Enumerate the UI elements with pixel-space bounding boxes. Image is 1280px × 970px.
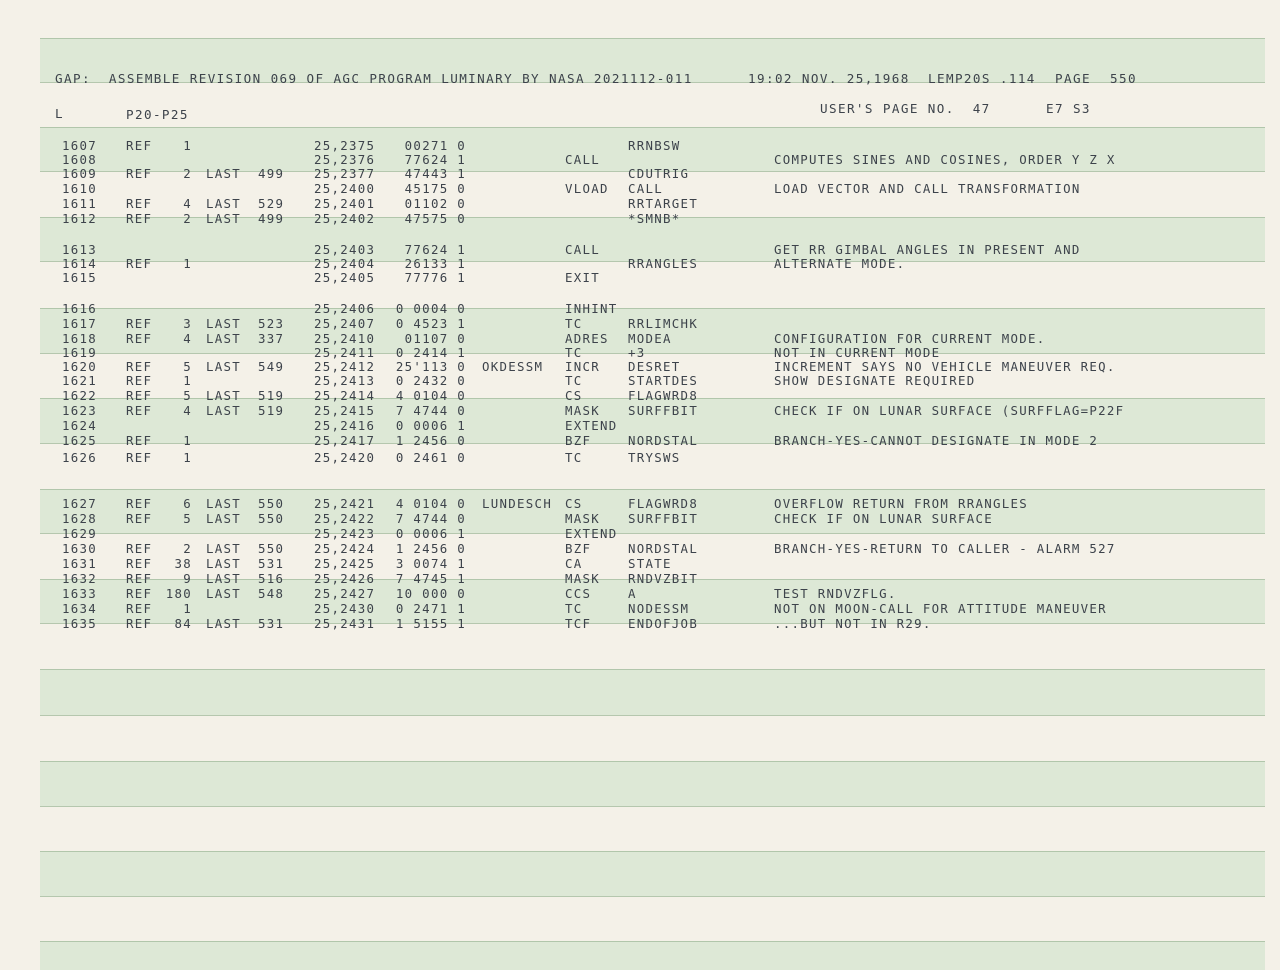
section-name: P20-P25 [126, 107, 189, 122]
cell-comment: NOT ON MOON-CALL FOR ATTITUDE MANEUVER [774, 601, 1107, 616]
cell-word: 0 2414 1 [395, 345, 466, 360]
cell-last: LAST [206, 196, 242, 211]
cell-op: CALL [565, 152, 601, 167]
cell-comment: LOAD VECTOR AND CALL TRANSFORMATION [774, 181, 1081, 196]
cell-addr: 25,2420 [314, 450, 376, 465]
cell-op: TC [565, 601, 583, 616]
cell-line: 1620 [62, 359, 98, 374]
cell-operand: +3 [628, 345, 646, 360]
cell-addr: 25,2411 [314, 345, 376, 360]
cell-comment: BRANCH-YES-CANNOT DESIGNATE IN MODE 2 [774, 433, 1099, 448]
cell-addr: 25,2427 [314, 586, 376, 601]
cell-line: 1633 [62, 586, 98, 601]
cell-addr: 25,2412 [314, 359, 376, 374]
cell-ref: REF [126, 601, 153, 616]
cell-ref: REF [126, 211, 153, 226]
cell-addr: 25,2405 [314, 270, 376, 285]
cell-refn: 4 [183, 196, 192, 211]
cell-word: 7 4744 0 [395, 403, 466, 418]
cell-word: 0 2432 0 [395, 373, 466, 388]
cell-op: TC [565, 450, 583, 465]
cell-word: 26133 1 [404, 256, 466, 271]
cell-addr: 25,2425 [314, 556, 376, 571]
cell-word: 77624 1 [404, 242, 466, 257]
cell-refn: 2 [183, 211, 192, 226]
cell-lastn: 531 [258, 556, 285, 571]
cell-ref: REF [126, 196, 153, 211]
cell-label: LUNDESCH [482, 496, 553, 511]
cell-lastn: 529 [258, 196, 285, 211]
header-page-number: 550 [1110, 71, 1137, 86]
cell-line: 1626 [62, 450, 98, 465]
cell-op: VLOAD [565, 181, 609, 196]
cell-refn: 6 [183, 496, 192, 511]
cell-refn: 2 [183, 166, 192, 181]
cell-word: 0 0006 1 [395, 526, 466, 541]
cell-op: CS [565, 496, 583, 511]
cell-addr: 25,2431 [314, 616, 376, 631]
cell-addr: 25,2416 [314, 418, 376, 433]
cell-op: CS [565, 388, 583, 403]
cell-word: 1 2456 0 [395, 541, 466, 556]
cell-word: 00271 0 [404, 138, 466, 153]
cell-line: 1618 [62, 331, 98, 346]
green-band [40, 851, 1265, 896]
cell-ref: REF [126, 541, 153, 556]
cell-operand: RNDVZBIT [628, 571, 699, 586]
cell-op: MASK [565, 403, 601, 418]
cell-lastn: 337 [258, 331, 285, 346]
cell-operand: CALL [628, 181, 664, 196]
cell-word: 0 2461 0 [395, 450, 466, 465]
cell-addr: 25,2414 [314, 388, 376, 403]
cell-op: MASK [565, 571, 601, 586]
cell-line: 1611 [62, 196, 98, 211]
cell-operand: RRANGLES [628, 256, 699, 271]
cell-word: 77624 1 [404, 152, 466, 167]
cell-operand: RRNBSW [628, 138, 681, 153]
cell-addr: 25,2424 [314, 541, 376, 556]
cell-word: 45175 0 [404, 181, 466, 196]
cell-word: 10 000 0 [395, 586, 466, 601]
cell-last: LAST [206, 388, 242, 403]
cell-word: 47443 1 [404, 166, 466, 181]
header-timestamp: 19:02 NOV. 25,1968 [748, 71, 910, 86]
cell-addr: 25,2410 [314, 331, 376, 346]
cell-op: INHINT [565, 301, 618, 316]
cell-refn: 1 [183, 256, 192, 271]
cell-operand: NORDSTAL [628, 433, 699, 448]
cell-line: 1621 [62, 373, 98, 388]
cell-op: MASK [565, 511, 601, 526]
cell-operand: RRLIMCHK [628, 316, 699, 331]
cell-refn: 4 [183, 403, 192, 418]
cell-addr: 25,2375 [314, 138, 376, 153]
cell-last: LAST [206, 496, 242, 511]
cell-ref: REF [126, 433, 153, 448]
cell-operand: MODEA [628, 331, 672, 346]
cell-label: OKDESSM [482, 359, 544, 374]
cell-lastn: 519 [258, 388, 285, 403]
green-band [40, 669, 1265, 715]
cell-operand: ENDOFJOB [628, 616, 699, 631]
cell-lastn: 519 [258, 403, 285, 418]
cell-operand: SURFFBIT [628, 511, 699, 526]
cell-lastn: 499 [258, 211, 285, 226]
cell-line: 1615 [62, 270, 98, 285]
cell-line: 1608 [62, 152, 98, 167]
cell-last: LAST [206, 359, 242, 374]
cell-operand: FLAGWRD8 [628, 388, 699, 403]
cell-op: BZF [565, 433, 592, 448]
cell-line: 1607 [62, 138, 98, 153]
cell-word: 0 0004 0 [395, 301, 466, 316]
cell-lastn: 499 [258, 166, 285, 181]
cell-comment: INCREMENT SAYS NO VEHICLE MANEUVER REQ. [774, 359, 1116, 374]
cell-operand: NORDSTAL [628, 541, 699, 556]
cell-comment: TEST RNDVZFLG. [774, 586, 897, 601]
cell-addr: 25,2430 [314, 601, 376, 616]
cell-op: TCF [565, 616, 592, 631]
cell-line: 1631 [62, 556, 98, 571]
cell-ref: REF [126, 571, 153, 586]
cell-line: 1617 [62, 316, 98, 331]
sheet-code: E7 S3 [1046, 101, 1091, 116]
cell-ref: REF [126, 138, 153, 153]
cell-refn: 1 [183, 433, 192, 448]
cell-operand: CDUTRIG [628, 166, 690, 181]
cell-comment: BRANCH-YES-RETURN TO CALLER - ALARM 527 [774, 541, 1116, 556]
cell-addr: 25,2426 [314, 571, 376, 586]
cell-word: 3 0074 1 [395, 556, 466, 571]
cell-op: TC [565, 373, 583, 388]
cell-ref: REF [126, 166, 153, 181]
cell-line: 1609 [62, 166, 98, 181]
cell-addr: 25,2413 [314, 373, 376, 388]
cell-lastn: 550 [258, 541, 285, 556]
cell-ref: REF [126, 331, 153, 346]
cell-ref: REF [126, 388, 153, 403]
cell-comment: OVERFLOW RETURN FROM RRANGLES [774, 496, 1029, 511]
cell-line: 1613 [62, 242, 98, 257]
cell-op: EXTEND [565, 526, 618, 541]
cell-operand: NODESSM [628, 601, 690, 616]
cell-word: 0 0006 1 [395, 418, 466, 433]
cell-ref: REF [126, 256, 153, 271]
cell-op: TC [565, 345, 583, 360]
cell-addr: 25,2406 [314, 301, 376, 316]
cell-word: 0 4523 1 [395, 316, 466, 331]
cell-word: 77776 1 [404, 270, 466, 285]
cell-addr: 25,2377 [314, 166, 376, 181]
cell-comment: NOT IN CURRENT MODE [774, 345, 941, 360]
cell-line: 1627 [62, 496, 98, 511]
cell-ref: REF [126, 496, 153, 511]
cell-operand: DESRET [628, 359, 681, 374]
cell-refn: 5 [183, 388, 192, 403]
cell-addr: 25,2407 [314, 316, 376, 331]
cell-word: 47575 0 [404, 211, 466, 226]
cell-last: LAST [206, 331, 242, 346]
cell-operand: SURFFBIT [628, 403, 699, 418]
cell-last: LAST [206, 211, 242, 226]
cell-op: CCS [565, 586, 592, 601]
cell-operand: RRTARGET [628, 196, 699, 211]
cell-word: 01107 0 [404, 331, 466, 346]
cell-line: 1628 [62, 511, 98, 526]
cell-lastn: 523 [258, 316, 285, 331]
cell-addr: 25,2376 [314, 152, 376, 167]
cell-line: 1632 [62, 571, 98, 586]
cell-line: 1610 [62, 181, 98, 196]
cell-comment: CHECK IF ON LUNAR SURFACE (SURFFLAG=P22F [774, 403, 1125, 418]
cell-refn: 2 [183, 541, 192, 556]
cell-lastn: 550 [258, 496, 285, 511]
cell-operand: *SMNB* [628, 211, 681, 226]
green-band [40, 761, 1265, 806]
cell-op: ADRES [565, 331, 609, 346]
cell-addr: 25,2417 [314, 433, 376, 448]
cell-ref: REF [126, 359, 153, 374]
cell-operand: A [628, 586, 637, 601]
cell-comment: CONFIGURATION FOR CURRENT MODE. [774, 331, 1046, 346]
cell-ref: REF [126, 373, 153, 388]
cell-op: CA [565, 556, 583, 571]
cell-line: 1624 [62, 418, 98, 433]
cell-comment: COMPUTES SINES AND COSINES, ORDER Y Z X [774, 152, 1116, 167]
header-title: GAP: ASSEMBLE REVISION 069 OF AGC PROGRAM LUMINARY BY NASA 2021112-011 [55, 71, 693, 86]
header-job: LEMP20S .114 [928, 71, 1036, 86]
cell-refn: 3 [183, 316, 192, 331]
cell-refn: 5 [183, 359, 192, 374]
cell-word: 1 5155 1 [395, 616, 466, 631]
cell-word: 4 0104 0 [395, 388, 466, 403]
cell-lastn: 550 [258, 511, 285, 526]
cell-operand: FLAGWRD8 [628, 496, 699, 511]
cell-ref: REF [126, 616, 153, 631]
cell-comment: ...BUT NOT IN R29. [774, 616, 932, 631]
cell-word: 0 2471 1 [395, 601, 466, 616]
cell-last: LAST [206, 166, 242, 181]
cell-ref: REF [126, 556, 153, 571]
cell-addr: 25,2415 [314, 403, 376, 418]
cell-line: 1612 [62, 211, 98, 226]
cell-comment: CHECK IF ON LUNAR SURFACE [774, 511, 993, 526]
cell-refn: 1 [183, 450, 192, 465]
cell-line: 1623 [62, 403, 98, 418]
cell-comment: SHOW DESIGNATE REQUIRED [774, 373, 976, 388]
cell-line: 1622 [62, 388, 98, 403]
cell-refn: 180 [165, 586, 192, 601]
cell-addr: 25,2403 [314, 242, 376, 257]
cell-op: BZF [565, 541, 592, 556]
cell-op: TC [565, 316, 583, 331]
cell-comment: ALTERNATE MODE. [774, 256, 906, 271]
cell-refn: 84 [174, 616, 192, 631]
cell-last: LAST [206, 556, 242, 571]
cell-addr: 25,2401 [314, 196, 376, 211]
cell-last: LAST [206, 403, 242, 418]
cell-lastn: 531 [258, 616, 285, 631]
cell-refn: 5 [183, 511, 192, 526]
cell-operand: STARTDES [628, 373, 699, 388]
cell-last: LAST [206, 511, 242, 526]
cell-ref: REF [126, 403, 153, 418]
section-letter: L [55, 106, 64, 121]
cell-last: LAST [206, 541, 242, 556]
cell-line: 1630 [62, 541, 98, 556]
cell-operand: STATE [628, 556, 672, 571]
cell-op: CALL [565, 242, 601, 257]
cell-ref: REF [126, 586, 153, 601]
cell-word: 1 2456 0 [395, 433, 466, 448]
cell-last: LAST [206, 616, 242, 631]
cell-lastn: 516 [258, 571, 285, 586]
cell-line: 1619 [62, 345, 98, 360]
cell-line: 1625 [62, 433, 98, 448]
cell-refn: 1 [183, 601, 192, 616]
cell-lastn: 549 [258, 359, 285, 374]
cell-op: INCR [565, 359, 601, 374]
user-page: USER'S PAGE NO. 47 [820, 101, 991, 116]
cell-addr: 25,2422 [314, 511, 376, 526]
cell-comment: GET RR GIMBAL ANGLES IN PRESENT AND [774, 242, 1081, 257]
cell-lastn: 548 [258, 586, 285, 601]
cell-line: 1616 [62, 301, 98, 316]
cell-addr: 25,2421 [314, 496, 376, 511]
cell-word: 7 4744 0 [395, 511, 466, 526]
cell-line: 1634 [62, 601, 98, 616]
cell-addr: 25,2423 [314, 526, 376, 541]
cell-line: 1635 [62, 616, 98, 631]
cell-ref: REF [126, 511, 153, 526]
cell-refn: 1 [183, 138, 192, 153]
cell-word: 4 0104 0 [395, 496, 466, 511]
green-band [40, 941, 1265, 970]
cell-refn: 9 [183, 571, 192, 586]
cell-refn: 4 [183, 331, 192, 346]
cell-refn: 1 [183, 373, 192, 388]
cell-word: 7 4745 1 [395, 571, 466, 586]
cell-operand: TRYSWS [628, 450, 681, 465]
cell-addr: 25,2402 [314, 211, 376, 226]
cell-word: 25'113 0 [395, 359, 466, 374]
cell-last: LAST [206, 586, 242, 601]
cell-op: EXTEND [565, 418, 618, 433]
cell-addr: 25,2404 [314, 256, 376, 271]
cell-line: 1629 [62, 526, 98, 541]
cell-addr: 25,2400 [314, 181, 376, 196]
cell-line: 1614 [62, 256, 98, 271]
cell-op: EXIT [565, 270, 601, 285]
cell-ref: REF [126, 316, 153, 331]
cell-last: LAST [206, 571, 242, 586]
cell-refn: 38 [174, 556, 192, 571]
header-page-label: PAGE [1055, 71, 1091, 86]
cell-last: LAST [206, 316, 242, 331]
cell-ref: REF [126, 450, 153, 465]
cell-word: 01102 0 [404, 196, 466, 211]
